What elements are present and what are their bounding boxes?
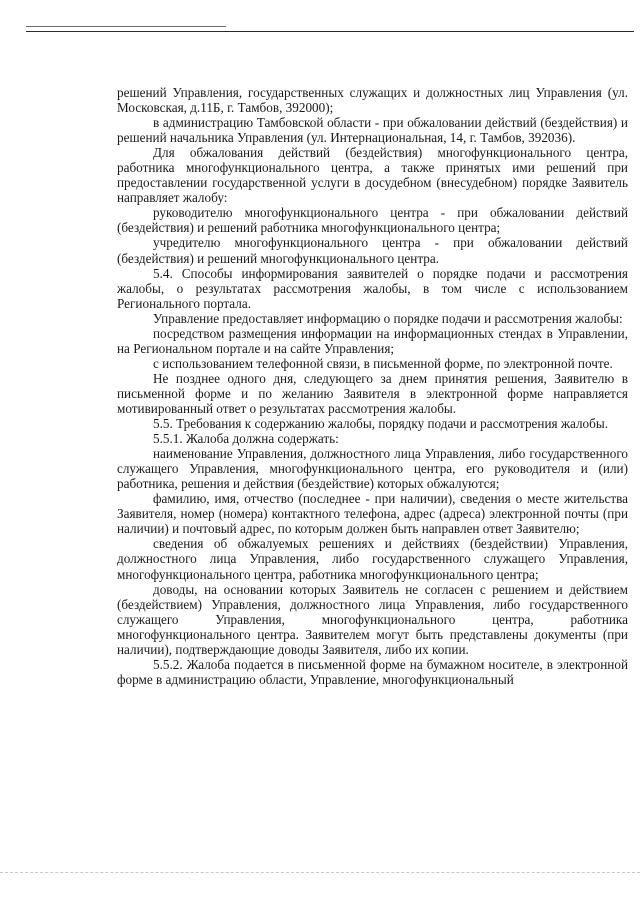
paragraph: сведения об обжалуемых решениях и действиях (бездействии) Управления, должностного лица Управления, либо государственного служащего Управления, многофункционального центра, работника многофункционального центра; (117, 536, 628, 582)
scan-bottom-artifact (0, 872, 640, 873)
subsection-heading: 5.5.2. Жалоба подается в письменной форме на бумажном носителе, в электронной форме в администрацию области, Управление, многофункциональный (117, 656, 628, 687)
paragraph: фамилию, имя, отчество (последнее - при наличии), сведения о месте жительства Заявителя, номер (номера) контактного телефона, адрес (адреса) электронной почты (при наличии) и почтовый адрес, по которым должен быть направлен ответ Заявителю; (117, 491, 628, 537)
paragraph: доводы, на основании которых Заявитель не согласен с решением и действием (бездействием) Управления, должностного лица Управления, либо государственного служащего Управления, многофункционального центра, работника многофункционального центра. Заявителем могут быть представлены документы (при наличии), подтверждающие доводы Заявителя, либо их копии. (117, 581, 628, 657)
paragraph: Для обжалования действий (бездействия) многофункционального центра, работника многофункционального центра, а также принятых ими решений при предоставлении государственной услуги в досудебном (внесудебном) порядке Заявитель направляет жалобу: (117, 145, 628, 206)
paragraph: решений Управления, государственных служащих и должностных лиц Управления (ул. Московская, д.11Б, г. Тамбов, 392000); (117, 85, 628, 116)
paragraph: Не позднее одного дня, следующего за днем принятия решения, Заявителю в письменной форме и по желанию Заявителя в электронной форме направляется мотивированный ответ о результатах рассмотрения жалобы. (117, 370, 628, 416)
paragraph: руководителю многофункционального центра - при обжаловании действий (бездействия) и решений работника многофункционального центра; (117, 205, 628, 236)
paragraph: в администрацию Тамбовской области - при обжаловании действий (бездействия) и решений начальника Управления (ул. Интернациональная, 14, г. Тамбов, 392036). (117, 115, 628, 146)
subsection-heading: 5.5.1. Жалоба должна содержать: (153, 431, 339, 447)
section-heading: 5.4. Способы информирования заявителей о порядке подачи и рассмотрения жалобы, о результатах рассмотрения жалобы, в том числе с использованием Регионального портала. (117, 265, 628, 311)
scan-edge-line (26, 26, 226, 27)
paragraph: учредителю многофункционального центра - при обжаловании действий (бездействия) и решений многофункционального центра. (117, 235, 628, 266)
document-body (117, 85, 628, 687)
section-heading: 5.5. Требования к содержанию жалобы, порядку подачи и рассмотрения жалобы. (153, 416, 609, 432)
paragraph: с использованием телефонной связи, в письменной форме, по электронной почте. (153, 355, 613, 371)
paragraph: наименование Управления, должностного лица Управления, либо государственного служащего Управления, многофункционального центра, его руководителя и (или) работника, решения и действия (бездействие) которых обжалуются; (117, 446, 628, 492)
paragraph: посредством размещения информации на информационных стендах в Управлении, на Региональном портале и на сайте Управления; (117, 325, 628, 356)
page-top-border (26, 31, 634, 32)
paragraph: Управление предоставляет информацию о порядке подачи и рассмотрения жалобы: (153, 310, 623, 326)
